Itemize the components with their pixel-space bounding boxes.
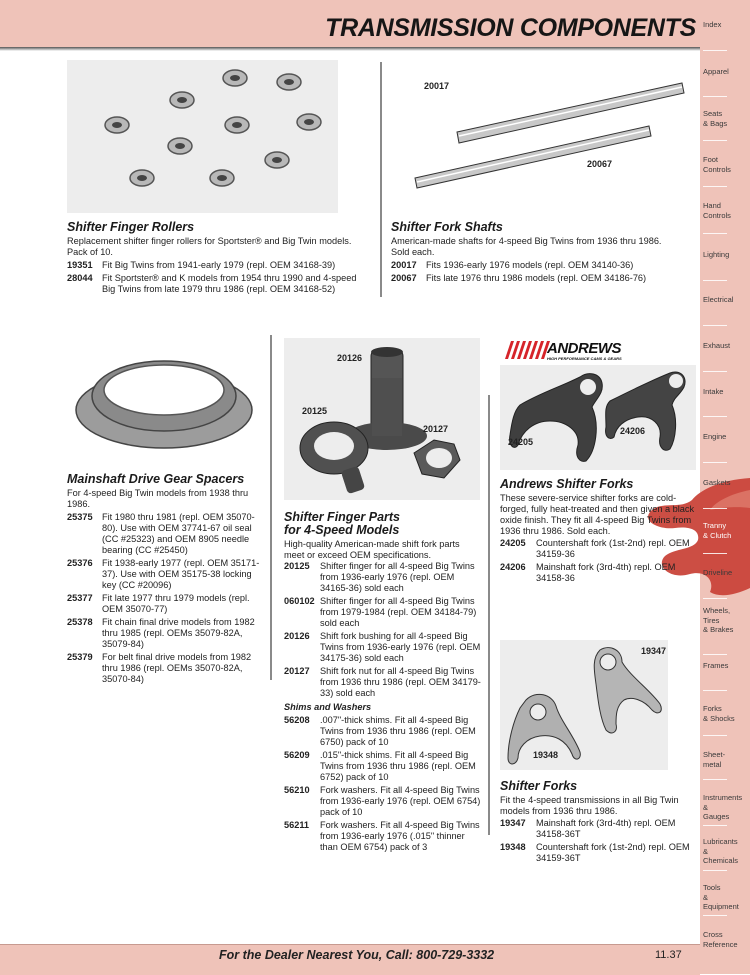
part-description: Fit chain final drive models from 1982 thru 1985 (repl. OEMs 35079-82A, 35079-84) bbox=[102, 617, 255, 649]
sidebar-tab[interactable]: Lighting bbox=[703, 250, 730, 259]
shifter-forks-photo bbox=[500, 640, 668, 770]
section-title: Shifter Fork Shafts bbox=[391, 220, 503, 234]
part-row bbox=[500, 842, 696, 864]
tab-divider bbox=[703, 96, 727, 97]
sidebar-tab[interactable]: Tools & Equipment bbox=[703, 883, 739, 911]
part-description: Shifter finger for all 4-speed Big Twins from 1936-early 1976 (repl. OEM 34165-36) sold each bbox=[320, 561, 475, 593]
part-description: Fork washers. Fit all 4-speed Big Twins from 1936-early 1976 (.015" thinner than OEM 6754) pack of 3 bbox=[320, 820, 480, 852]
part-number: 20126 bbox=[284, 631, 310, 641]
part-row bbox=[391, 260, 691, 271]
part-number: 24205 bbox=[500, 538, 526, 548]
part-description: For belt final drive models from 1982 thru 1986 (repl. OEMs 35070-82A, 35070-84) bbox=[102, 652, 252, 684]
tab-divider bbox=[703, 654, 727, 655]
part-description: Shift fork bushing for all 4-speed Big Twins from 1936-early 1976 (repl. OEM 34175-36) sold each bbox=[320, 631, 481, 663]
sidebar-tab[interactable]: Instruments & Gauges bbox=[703, 793, 743, 821]
part-row bbox=[284, 785, 484, 818]
part-description: Countershaft fork (1st-2nd) repl. OEM 34159-36 bbox=[536, 538, 690, 559]
tab-divider bbox=[703, 870, 727, 871]
shifter-finger-rollers-photo bbox=[67, 60, 338, 213]
part-row bbox=[500, 538, 696, 560]
section-title: Andrews Shifter Forks bbox=[500, 477, 634, 491]
tab-divider bbox=[703, 462, 727, 463]
section-description: Replacement shifter finger rollers for Sportster® and Big Twin models. Pack of 10. bbox=[67, 236, 352, 257]
part-number: 25376 bbox=[67, 558, 93, 568]
section-description: For 4-speed Big Twin models from 1938 thru 1986. bbox=[67, 488, 249, 509]
page-footer bbox=[0, 944, 700, 975]
part-row bbox=[284, 666, 484, 699]
shifter-fork-shafts-photo bbox=[387, 60, 695, 210]
photo-label: 20125 bbox=[302, 406, 328, 416]
part-number: 20017 bbox=[391, 260, 417, 270]
tab-divider bbox=[703, 779, 727, 780]
sidebar-tab[interactable]: Tranny & Clutch bbox=[703, 521, 732, 540]
part-list bbox=[391, 258, 691, 284]
section-title: Mainshaft Drive Gear Spacers bbox=[67, 472, 245, 486]
part-number: 25379 bbox=[67, 652, 93, 662]
tab-divider bbox=[703, 325, 727, 326]
part-number: 56208 bbox=[284, 715, 310, 725]
section-index-sidebar bbox=[700, 0, 750, 974]
part-description: Shifter finger for all 4-speed Big Twins from 1979-1984 (repl. OEM 34184-79) sold each bbox=[320, 596, 477, 628]
photo-label: 24205 bbox=[508, 437, 534, 447]
shifter-finger-parts-photo bbox=[284, 338, 480, 500]
sidebar-tab[interactable]: Lubricants & Chemicals bbox=[703, 837, 739, 865]
part-number: 56211 bbox=[284, 820, 310, 830]
page-header bbox=[0, 0, 750, 47]
part-list bbox=[284, 559, 484, 853]
part-row bbox=[284, 561, 484, 594]
sidebar-tab[interactable]: Wheels, Tires & Brakes bbox=[703, 606, 734, 634]
part-description: Mainshaft fork (3rd-4th) repl. OEM 34158-36T bbox=[536, 818, 676, 839]
logo-tagline: HIGH PERFORMANCE CAMS & GEARS bbox=[547, 356, 622, 361]
part-row bbox=[284, 596, 484, 629]
part-number: 19351 bbox=[67, 260, 93, 270]
part-description: .007"-thick shims. Fit all 4-speed Big Twins from 1936 thru 1986 (repl. OEM 6750) pack of 10 bbox=[320, 715, 476, 747]
photo-label: 20017 bbox=[424, 81, 450, 91]
part-description: Countershaft fork (1st-2nd) repl. OEM 34159-36T bbox=[536, 842, 690, 863]
column-divider bbox=[488, 395, 490, 835]
part-row bbox=[67, 617, 263, 650]
part-row bbox=[67, 273, 367, 295]
sidebar-tab[interactable]: Engine bbox=[703, 432, 727, 441]
andrews-logo bbox=[505, 340, 635, 362]
part-list bbox=[500, 536, 696, 584]
part-description: Fit late 1977 thru 1979 models (repl. OEM 35070-77) bbox=[102, 593, 250, 614]
sidebar-tab[interactable]: Gaskets bbox=[703, 478, 731, 487]
part-number: 24206 bbox=[500, 562, 526, 572]
part-description: Fit 1980 thru 1981 (repl. OEM 35070-80). Use with OEM 37741-67 oil seal (CC #25323) and OEM 8905 needle bearing (CC #25450) bbox=[102, 512, 255, 555]
section-description: American-made shafts for 4-speed Big Twins from 1936 thru 1986. Sold each. bbox=[391, 236, 662, 257]
part-number: 25378 bbox=[67, 617, 93, 627]
sidebar-tab[interactable]: Exhaust bbox=[703, 341, 731, 350]
photo-label: 19348 bbox=[533, 750, 559, 760]
column-divider bbox=[380, 62, 382, 297]
sidebar-tab[interactable]: Apparel bbox=[703, 67, 729, 76]
sidebar-tab[interactable]: Forks & Shocks bbox=[703, 704, 735, 723]
photo-label: 20127 bbox=[423, 424, 449, 434]
photo-label: 20126 bbox=[337, 353, 363, 363]
part-description: Fits late 1976 thru 1986 models (repl. OEM 34186-76) bbox=[426, 273, 647, 283]
photo-label: 19347 bbox=[641, 646, 667, 656]
sidebar-tab[interactable]: Seats & Bags bbox=[703, 109, 728, 128]
tab-divider bbox=[703, 598, 727, 599]
tab-divider bbox=[703, 233, 727, 234]
section-title: Shifter Finger Rollers bbox=[67, 220, 195, 234]
part-row bbox=[284, 820, 484, 853]
part-number: 25377 bbox=[67, 593, 93, 603]
photo-label: 20067 bbox=[587, 159, 613, 169]
part-description: Fit Sportster® and K models from 1954 thru 1990 and 4-speed Big Twins from late 1979 thru 1986 (repl. OEM 34168-52) bbox=[102, 273, 357, 294]
part-description: Fork washers. Fit all 4-speed Big Twins from 1936-early 1976 (repl. OEM 6754) pack of 10 bbox=[320, 785, 481, 817]
column-divider bbox=[270, 335, 272, 680]
section-title: Shifter Finger Parts bbox=[284, 510, 400, 524]
tab-divider bbox=[703, 915, 727, 916]
part-number: 19348 bbox=[500, 842, 526, 852]
andrews-shifter-forks-photo bbox=[500, 365, 696, 470]
part-number: 20127 bbox=[284, 666, 310, 676]
part-description: Mainshaft fork (3rd-4th) repl. OEM 34158-36 bbox=[536, 562, 676, 583]
sidebar-tab[interactable]: Electrical bbox=[703, 295, 734, 304]
part-row bbox=[67, 558, 263, 591]
tab-divider bbox=[703, 553, 727, 554]
part-number: 56210 bbox=[284, 785, 310, 795]
tab-divider bbox=[703, 416, 727, 417]
logo-wordmark: ANDREWS bbox=[547, 340, 621, 357]
part-list bbox=[500, 816, 696, 864]
drive-gear-spacer-photo bbox=[67, 338, 262, 458]
tab-divider bbox=[703, 280, 727, 281]
part-row bbox=[284, 750, 484, 783]
part-number: 19347 bbox=[500, 818, 526, 828]
part-description: Shift fork nut for all 4-speed Big Twins from 1936 thru 1986 (repl. OEM 34179-33) sold each bbox=[320, 666, 481, 698]
sidebar-tab[interactable]: Cross Reference bbox=[703, 930, 738, 949]
part-description: Fit 1938-early 1977 (repl. OEM 35171-37). Use with OEM 35175-38 locking key (CC #20096) bbox=[102, 558, 260, 590]
logo-stripes-icon bbox=[505, 341, 553, 359]
part-description: Fits 1936-early 1976 models (repl. OEM 34140-36) bbox=[426, 260, 634, 270]
part-number: 28044 bbox=[67, 273, 93, 283]
part-description: Fit Big Twins from 1941-early 1979 (repl. OEM 34168-39) bbox=[102, 260, 336, 270]
part-description: .015"-thick shims. Fit all 4-speed Big Twins from 1936 thru 1986 (repl. OEM 6752) pack of 10 bbox=[320, 750, 476, 782]
part-number: 20067 bbox=[391, 273, 417, 283]
part-number: 56209 bbox=[284, 750, 310, 760]
part-row bbox=[67, 260, 367, 271]
tab-divider bbox=[703, 735, 727, 736]
sidebar-tab[interactable]: Intake bbox=[703, 387, 724, 396]
dealer-phone-callout: For the Dealer Nearest You, Call: 800-729-3332 bbox=[219, 948, 495, 962]
sidebar-tab[interactable]: Driveline bbox=[703, 568, 733, 577]
subsection-heading: Shims and Washers bbox=[284, 702, 372, 712]
tab-divider bbox=[703, 825, 727, 826]
part-number: 060102 bbox=[284, 596, 315, 606]
photo-label: 24206 bbox=[620, 426, 646, 436]
part-row bbox=[284, 715, 484, 748]
section-title: Shifter Forks bbox=[500, 779, 578, 793]
header-shadow bbox=[0, 47, 700, 51]
tab-divider bbox=[703, 140, 727, 141]
sidebar-tab[interactable]: Sheet- metal bbox=[703, 750, 726, 769]
section-description: These severe-service shifter forks are cold-forged, fully heat-treated and then given a black oxide finish. They fit all 4-speed Big Twins from 1936 thru 1986. Sold each. bbox=[500, 493, 695, 536]
sidebar-tab[interactable]: Index bbox=[703, 20, 722, 29]
tab-divider bbox=[703, 186, 727, 187]
tab-divider bbox=[703, 690, 727, 691]
page-number: 11.37 bbox=[655, 949, 682, 961]
part-row bbox=[500, 818, 696, 840]
sidebar-tab[interactable]: Hand Controls bbox=[703, 201, 731, 220]
part-row bbox=[67, 652, 263, 685]
tab-divider bbox=[703, 508, 727, 509]
section-description: High-quality American-made shift fork parts meet or exceed OEM specifications. bbox=[284, 539, 460, 560]
part-list bbox=[67, 510, 263, 685]
part-number: 20125 bbox=[284, 561, 310, 571]
part-list bbox=[67, 258, 367, 295]
sidebar-tab[interactable]: Frames bbox=[703, 661, 729, 670]
part-row bbox=[391, 273, 691, 284]
page-title: TRANSMISSION COMPONENTS bbox=[325, 14, 696, 42]
part-row bbox=[284, 631, 484, 664]
sidebar-tab[interactable]: Foot Controls bbox=[703, 155, 731, 174]
section-description: Fit the 4-speed transmissions in all Big Twin models from 1936 thru 1986. bbox=[500, 795, 679, 816]
tab-divider bbox=[703, 371, 727, 372]
part-number: 25375 bbox=[67, 512, 93, 522]
section-title: for 4-Speed Models bbox=[284, 523, 400, 537]
part-row bbox=[67, 593, 263, 615]
part-row bbox=[67, 512, 263, 556]
part-row bbox=[500, 562, 696, 584]
tab-divider bbox=[703, 50, 727, 51]
